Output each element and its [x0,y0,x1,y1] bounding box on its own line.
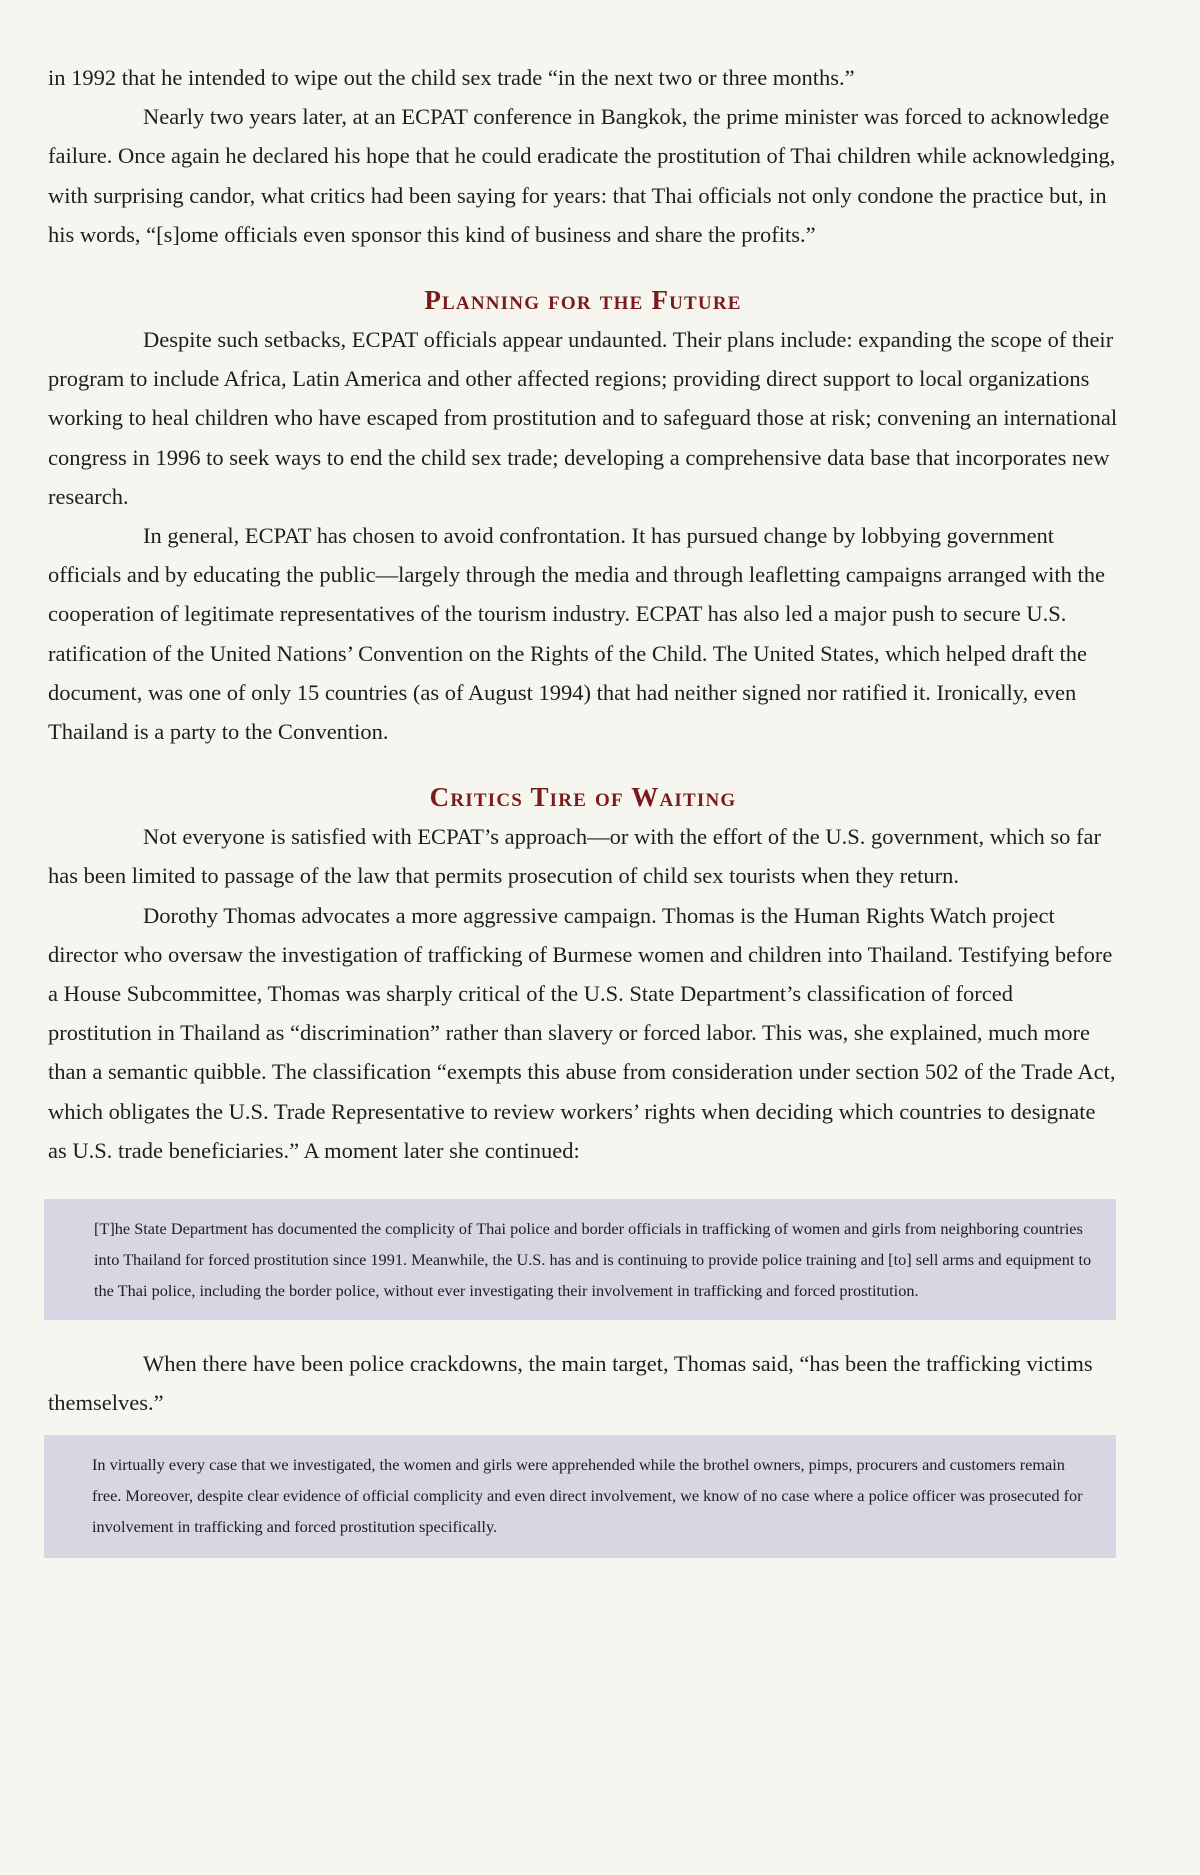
critics-paragraph-2: Dorothy Thomas advocates a more aggressive campaign. Thomas is the Human Rights Watch project director who oversaw the investigation of trafficking of Burmese women and children into Thailand. Testifying before a House Subcommittee, Thomas was sharply critical of the U.S. State Department’s classification of forced prostitution in Thailand as “discrimination” rather than slavery or forced labor. This was, she explained, much more than a semantic quibble. The classification “exempts this abuse from consideration under section 502 of the Trade Act, which obligates the U.S. Trade Representative to review workers’ rights when deciding which countries to designate as U.S. trade beneficiaries.” A moment later she continued: [48,902,1116,1163]
critics-paragraph-1: Not everyone is satisfied with ECPAT’s approach—or with the effort of the U.S. government, which so far has been limited to passage of the law that permits prosecution of child sex tourists when they return. [48,824,1101,889]
planning-paragraph-2: In general, ECPAT has chosen to avoid confrontation. It has pursued change by lobbying government officials and by educating the public—largely through the media and through leafletting campaigns arranged with the cooperation of legitimate representatives of the tourism industry. ECPAT has also led a major push to secure U.S. ratification of the United Nations’ Convention on the Rights of the Child. The United States, which helped draft the document, was one of only 15 countries (as of August 1994) that had neither signed nor ratified it. Ironically, even Thailand is a party to the Convention. [48,523,1105,745]
section-heading-planning: Planning for the Future [424,285,742,316]
block-quote-text: [T]he State Department has documented the complicity of Thai police and border officials in trafficking of women and girls from neighboring countries into Thailand for forced prostitution since 1991. Meanwhile, the U.S. has and is continuing to provide police training and [to] sell arms and equipment to the Thai police, including the border police, without ever investigating their involvement in trafficking and forced prostitution. [94,1219,1092,1301]
block-quote-text: In virtually every case that we investigated, the women and girls were apprehended while the brothel owners, pimps, procurers and customers remain free. Moreover, despite clear evidence of official complicity and even direct involvement, we know of no case where a police officer was prosecuted for involvement in trafficking and forced prostitution specifically. [92,1455,1083,1537]
document-page [48,58,1118,1558]
intro-prime-minister-paragraph: Nearly two years later, at an ECPAT conference in Bangkok, the prime minister was forced to acknowledge failure. Once again he declared his hope that he could eradicate the prostitution of Thai children while acknowledging, with surprising candor, what critics had been saying for years: that Thai officials not only condone the practice but, in his words, “[s]ome officials even sponsor this kind of business and share the profits.” [48,104,1116,247]
planning-paragraph-1: Despite such setbacks, ECPAT officials appear undaunted. Their plans include: expanding the scope of their program to include Africa, Latin America and other affected regions; providing direct support to local organizations working to heal children who have escaped from prostitution and to safeguard those at risk; convening an international congress in 1996 to seek ways to end the child sex trade; developing a comprehensive data base that incorporates new research. [48,327,1118,509]
intro-continuation-paragraph: in 1992 that he intended to wipe out the child sex trade “in the next two or three months.” [48,65,855,90]
section-heading-critics: Critics Tire of Waiting [429,782,737,813]
police-crackdowns-paragraph: When there have been police crackdowns, the main target, Thomas said, “has been the trafficking victims themselves.” [48,1351,1093,1416]
block-quote-investigation [44,1435,1116,1558]
block-quote-state-department [44,1199,1116,1320]
